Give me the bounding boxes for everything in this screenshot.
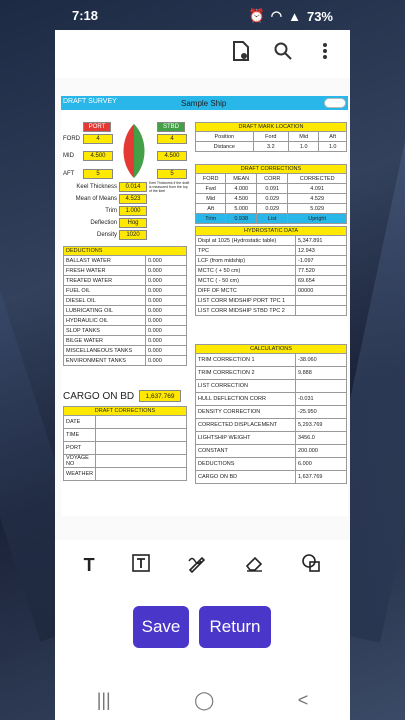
return-button[interactable]: Return [199, 606, 271, 648]
port-aft-value[interactable]: 5 [83, 169, 113, 179]
document-viewer[interactable] [55, 78, 350, 540]
cargo-value: 1,637.769 [139, 390, 181, 402]
density-value[interactable]: 1020 [119, 230, 147, 240]
dc-header: MEAN [226, 174, 257, 184]
draft-survey-sheet [61, 96, 348, 516]
dml-header: Ford [253, 132, 289, 142]
port-mid-value[interactable]: 4.500 [83, 151, 113, 161]
sheet-title: DRAFT SURVEY [63, 98, 117, 105]
dc-header: CORR [257, 174, 288, 184]
mean-value: 4.523 [119, 194, 147, 204]
keel-note: Keel Thickness if the draft is measured from the top of the keel [149, 181, 190, 193]
calc-label: LIGHTSHIP WEIGHT [196, 432, 296, 445]
ship-hull-icon [116, 122, 152, 180]
calc-label: DEDUCTIONS [196, 458, 296, 471]
calc-label: DENSITY CORRECTION [196, 406, 296, 419]
eraser-icon[interactable] [244, 554, 264, 577]
dc-trim-cell: Trim [196, 214, 226, 224]
calc-value: 5,293.769 [296, 419, 347, 432]
dc-cell: Mid [196, 194, 226, 204]
trim-value: 1.000 [119, 206, 147, 216]
dc-header: FORD [196, 174, 226, 184]
textbox-tool-icon[interactable] [132, 554, 150, 577]
hydro-label: TPC [196, 246, 296, 256]
dml-title: DRAFT MARK LOCATION [196, 123, 347, 132]
stbd-mid-value[interactable]: 4.500 [157, 151, 187, 161]
scroll-handle[interactable] [324, 98, 346, 108]
calc-label: HULL DEFLECTION CORR [196, 393, 296, 406]
save-button[interactable]: Save [133, 606, 189, 648]
calc-label: CORRECTED DISPLACEMENT [196, 419, 296, 432]
hydro-label: LCF (from midship) [196, 256, 296, 266]
dc-title: DRAFT CORRECTIONS [196, 165, 347, 174]
hydro-value[interactable]: -1.097 [296, 256, 347, 266]
hydrostatic-table [195, 226, 347, 316]
voyage-value[interactable] [96, 416, 187, 429]
dml-header: Aft [319, 132, 347, 142]
hydro-value[interactable]: 12.943 [296, 246, 347, 256]
deduction-label: TREATED WATER [64, 276, 146, 286]
voyage-label: VOYAGE NO [64, 455, 96, 468]
hydro-label: DIFF OF MCTC [196, 286, 296, 296]
draft-corrections-table [195, 164, 347, 224]
status-bar [0, 0, 405, 30]
density-label: Density [96, 232, 117, 238]
calc-label: CONSTANT [196, 445, 296, 458]
deduction-label: SLOP TANKS [64, 326, 146, 336]
deduction-value[interactable]: 0.000 [146, 306, 187, 316]
calc-label: LIST CORRECTION [196, 380, 296, 393]
calc-label: CARGO ON BD [196, 471, 296, 484]
calc-label: TRIM CORRECTION 2 [196, 367, 296, 380]
voyage-info-title: DRAFT CORRECTIONS [64, 407, 187, 416]
port-label: PORT [83, 122, 111, 132]
calc-value: -38.060 [296, 354, 347, 367]
file-settings-icon[interactable] [230, 40, 252, 62]
hydro-value[interactable]: 77.520 [296, 266, 347, 276]
recent-apps-icon[interactable]: ||| [96, 689, 111, 710]
deduction-value[interactable]: 0.000 [146, 266, 187, 276]
deductions-title: DEDUCTIONS [64, 247, 187, 256]
trim-label: Trim [105, 208, 117, 214]
voyage-value[interactable] [96, 468, 187, 481]
dc-trim-cell: Upright [288, 214, 347, 224]
hydro-label: MCTC ( + 50 cm) [196, 266, 296, 276]
deduction-value[interactable]: 0.000 [146, 356, 187, 366]
dc-cell: 4.000 [226, 184, 257, 194]
battery-text: 73% [306, 8, 333, 24]
calc-value: -25.950 [296, 406, 347, 419]
status-time: 7:18 [72, 8, 99, 23]
calc-value: 200.000 [296, 445, 347, 458]
draft-mark-location-table [195, 122, 347, 152]
dc-cell: 5.000 [226, 204, 257, 214]
deductions-table [63, 246, 187, 366]
dc-cell: 0.029 [257, 194, 288, 204]
deduction-label: FRESH WATER [64, 266, 146, 276]
system-nav-bar [55, 680, 350, 720]
deduction-label: ENVIRONMENT TANKS [64, 356, 146, 366]
voyage-value[interactable] [96, 442, 187, 455]
mean-label: Mean of Means [75, 196, 117, 202]
deduction-label: FUEL OIL [64, 286, 146, 296]
calc-label: TRIM CORRECTION 1 [196, 354, 296, 367]
voyage-label: DATE [64, 416, 96, 429]
hydro-value[interactable]: 5,347.891 [296, 236, 347, 246]
home-icon[interactable]: ◯ [194, 689, 215, 710]
dc-cell: Fwd [196, 184, 226, 194]
hydro-value[interactable]: 69.654 [296, 276, 347, 286]
deduction-value[interactable]: 0.000 [146, 276, 187, 286]
voyage-info-table [63, 406, 187, 481]
dml-cell[interactable]: 1.0 [289, 142, 319, 152]
calc-value: 1,637.769 [296, 471, 347, 484]
deduction-label: MISCELLANEOUS TANKS [64, 346, 146, 356]
voyage-label: TIME [64, 429, 96, 442]
alarm-icon: ⏰ [248, 8, 265, 23]
text-tool-icon[interactable]: T [83, 554, 95, 575]
voyage-value[interactable] [96, 429, 187, 442]
hydro-title: HYDROSTATIC DATA [196, 227, 347, 236]
calculations-table [195, 344, 347, 484]
voyage-value[interactable] [96, 455, 187, 468]
stbd-aft-value[interactable]: 5 [157, 169, 187, 179]
deduction-label: HYDRAULIC OIL [64, 316, 146, 326]
aft-label: AFT [63, 171, 75, 177]
signature-pen-icon[interactable] [187, 553, 207, 578]
deflection-label: Deflection [90, 220, 117, 226]
hydro-label: LIST CORR MIDSHIP STBD TPC 2 [196, 306, 296, 316]
calc-value [296, 380, 347, 393]
signal-icon: ▲ [288, 8, 301, 24]
ship-name: Sample Ship [181, 99, 227, 108]
dc-trim-cell: 0.938 [226, 214, 257, 224]
sheet-title-bar [61, 96, 348, 110]
dml-cell[interactable]: 1.0 [319, 142, 347, 152]
annotation-toolbar [55, 540, 350, 590]
top-toolbar [55, 30, 350, 72]
search-icon[interactable] [272, 40, 294, 62]
dc-cell: 0.029 [257, 204, 288, 214]
ford-label: FORD [63, 136, 80, 142]
voyage-label: PORT [64, 442, 96, 455]
dml-header: Position [196, 132, 254, 142]
calc-title: CALCULATIONS [196, 345, 347, 354]
back-icon[interactable]: < [297, 689, 309, 710]
deduction-value[interactable]: 0.000 [146, 256, 187, 266]
cargo-label: CARGO ON BD [63, 391, 135, 402]
voyage-label: WEATHER [64, 468, 96, 481]
wifi-icon: ◠ [270, 8, 283, 23]
hydro-label: LIST CORR MIDSHIP PORT TPC 1 [196, 296, 296, 306]
dc-cell: Aft [196, 204, 226, 214]
calc-value: 3456.0 [296, 432, 347, 445]
dml-cell: Distance [196, 142, 254, 152]
deduction-label: DIESEL OIL [64, 296, 146, 306]
stbd-ford-value[interactable]: 4 [157, 134, 187, 144]
deduction-value[interactable]: 0.000 [146, 336, 187, 346]
deduction-value[interactable]: 0.000 [146, 286, 187, 296]
stbd-label: STBD [157, 122, 185, 132]
deduction-value[interactable]: 0.000 [146, 346, 187, 356]
deduction-value[interactable]: 0.000 [146, 326, 187, 336]
calc-value: -0.031 [296, 393, 347, 406]
deduction-label: BALLAST WATER [64, 256, 146, 266]
deflection-value[interactable]: Hog [119, 218, 147, 228]
hydro-label: Displ at 1025 (Hydrostatic table) [196, 236, 296, 246]
keel-value[interactable]: 0.014 [119, 182, 147, 192]
deduction-label: LUBRICATING OIL [64, 306, 146, 316]
dc-trim-cell: List [257, 214, 288, 224]
deduction-value[interactable]: 0.000 [146, 296, 187, 306]
shapes-icon[interactable] [301, 553, 321, 578]
hydro-label: MCTC ( - 50 cm) [196, 276, 296, 286]
calc-value: 9.888 [296, 367, 347, 380]
mid-label: MID [63, 153, 74, 159]
dml-cell[interactable]: 3.2 [253, 142, 289, 152]
port-ford-value[interactable]: 4 [83, 134, 113, 144]
deduction-label: BILGE WATER [64, 336, 146, 346]
deduction-value[interactable]: 0.000 [146, 316, 187, 326]
dc-cell: 0.091 [257, 184, 288, 194]
keel-label: Keel Thickness [76, 184, 117, 190]
dc-header: CORRECTED [288, 174, 347, 184]
dml-header: Mid [289, 132, 319, 142]
calc-value: 6.000 [296, 458, 347, 471]
hydro-value[interactable] [296, 296, 347, 306]
dc-cell: 4.529 [288, 194, 347, 204]
more-options-icon[interactable] [314, 40, 336, 62]
hydro-value[interactable] [296, 306, 347, 316]
dc-cell: 4.500 [226, 194, 257, 204]
dc-cell: 4.091 [288, 184, 347, 194]
dc-cell: 5.029 [288, 204, 347, 214]
hydro-value[interactable]: 00000 [296, 286, 347, 296]
